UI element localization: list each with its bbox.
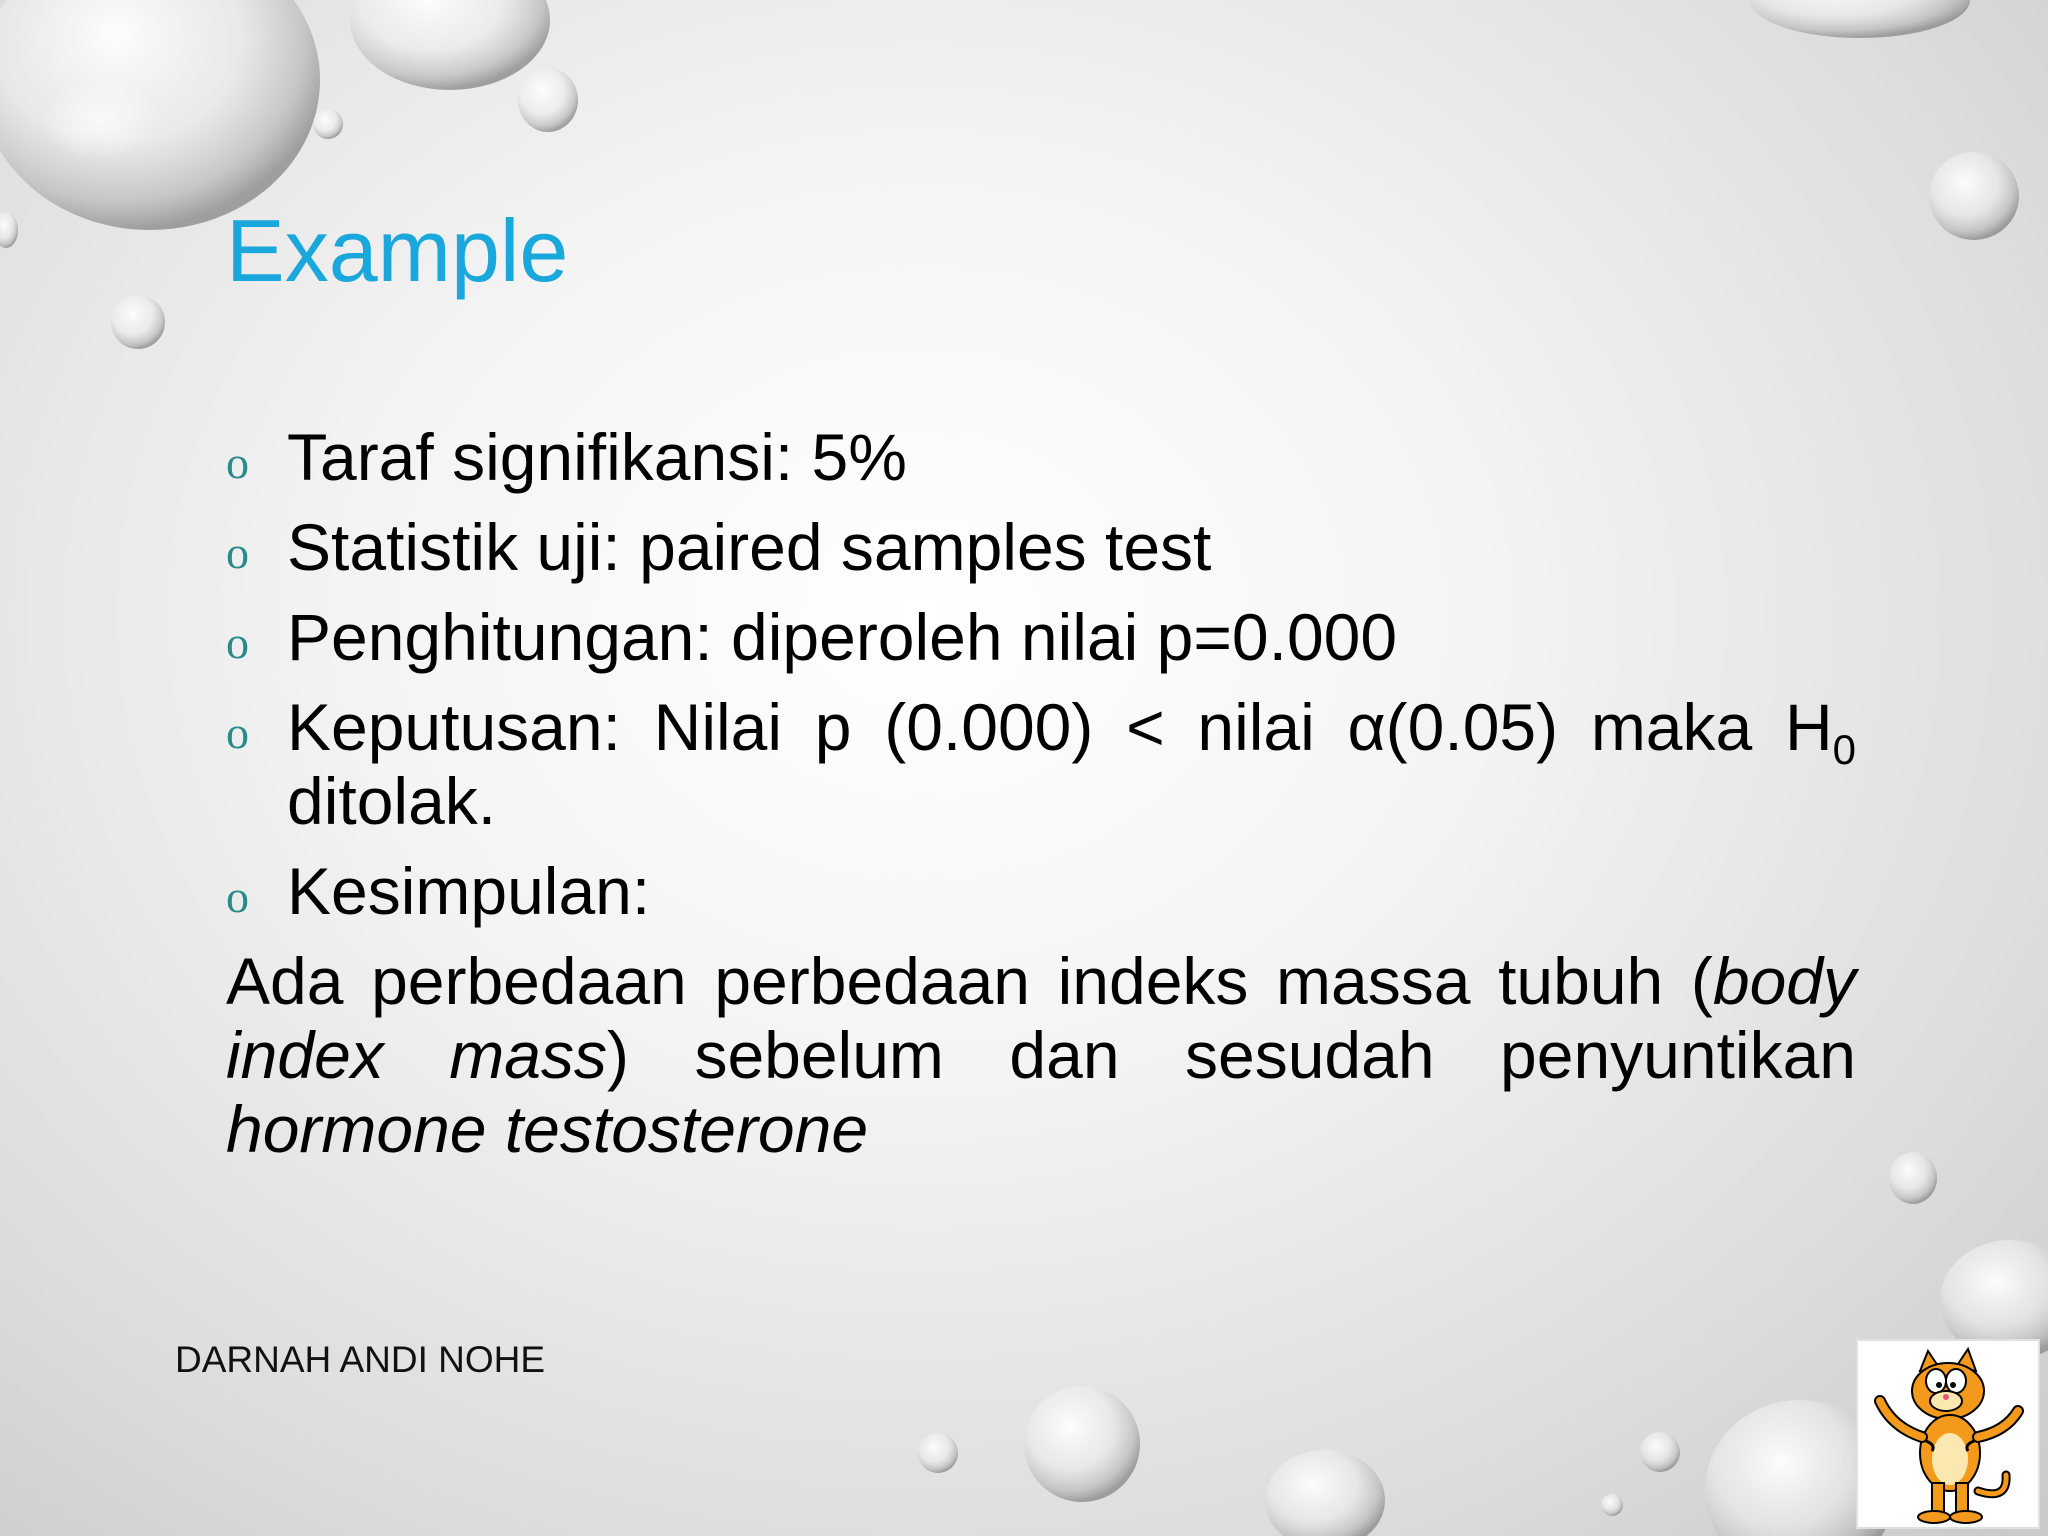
droplet	[1640, 1432, 1680, 1472]
conclusion-text: Ada perbedaan perbedaan indeks massa tubuh (	[226, 944, 1713, 1018]
cartoon-cat-icon	[1856, 1339, 2040, 1529]
bullet-item	[226, 510, 1856, 584]
keputusan-text: Keputusan: Nilai p (0.000) < nilai α(0.05) maka H	[287, 690, 1833, 764]
bullet-item	[226, 600, 1856, 674]
conclusion-paragraph	[226, 944, 1856, 1166]
bullet-item	[226, 420, 1856, 494]
droplet	[313, 109, 343, 139]
droplet	[1889, 1152, 1937, 1204]
droplet	[518, 68, 578, 132]
bullet-marker-icon: o	[226, 707, 249, 758]
bullet-item-keputusan	[226, 690, 1856, 838]
droplet	[350, 0, 550, 90]
bullet-list	[226, 420, 1856, 928]
bullet-marker-icon: o	[226, 527, 249, 578]
droplet	[1265, 1450, 1385, 1536]
kesimpulan-label: Kesimpulan:	[287, 854, 651, 928]
conclusion-text: ) sebelum dan sesudah penyuntikan	[606, 1018, 1856, 1092]
slide-body	[226, 420, 1856, 1166]
conclusion-italic-term: hormone testosterone	[226, 1092, 869, 1166]
droplet	[1601, 1494, 1623, 1516]
droplet	[1750, 0, 1970, 38]
bullet-marker-icon: o	[226, 617, 249, 668]
bullet-text: Statistik uji: paired samples test	[287, 510, 1212, 584]
conclusion-italic-term: body index mass	[226, 944, 1856, 1092]
droplet	[1929, 152, 2019, 240]
h0-subscript: 0	[1832, 726, 1856, 773]
bullet-marker-icon: o	[226, 437, 249, 488]
droplet	[918, 1433, 958, 1473]
droplet	[111, 295, 165, 349]
droplet	[0, 212, 18, 248]
slide-title: Example	[226, 201, 569, 300]
bullet-marker-icon: o	[226, 871, 249, 922]
bullet-item	[226, 854, 1856, 928]
author-footer: DARNAH ANDI NOHE	[175, 1339, 546, 1380]
bullet-text: Taraf signifikansi: 5%	[287, 420, 907, 494]
keputusan-text-after: ditolak.	[287, 764, 497, 838]
cartoon-cat-icon-drawing	[1858, 1341, 2038, 1527]
bullet-text: Penghitungan: diperoleh nilai p=0.000	[287, 600, 1398, 674]
droplet	[1024, 1386, 1140, 1502]
